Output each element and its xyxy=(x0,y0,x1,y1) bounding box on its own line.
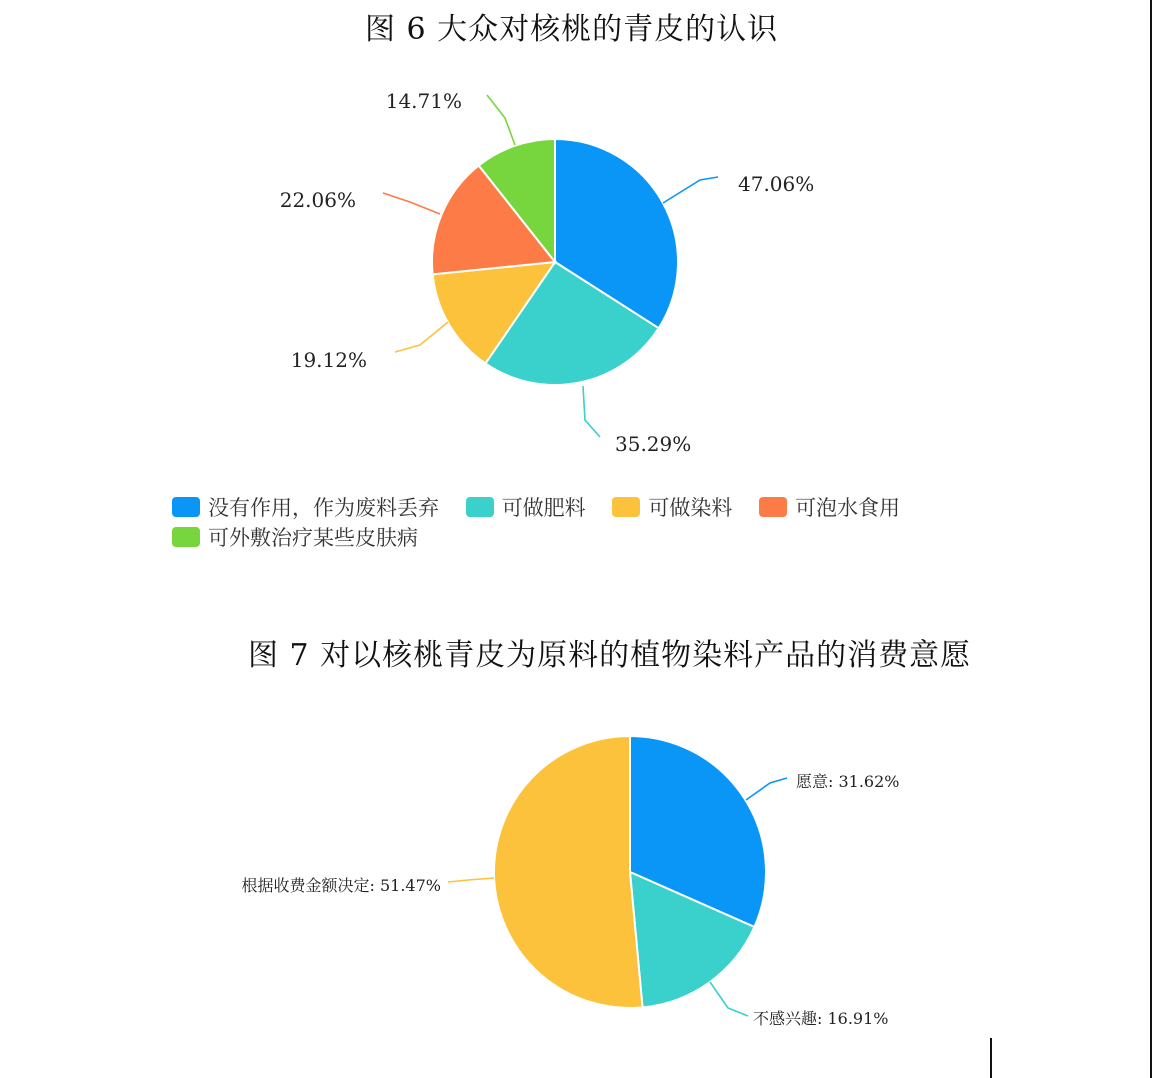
legend-item[interactable] xyxy=(466,492,586,522)
label-leader-line xyxy=(710,982,748,1016)
label-leader-line xyxy=(746,778,787,800)
legend-swatch xyxy=(759,497,787,517)
figure-7-title: 图 7 对以核桃青皮为原料的植物染料产品的消费意愿 xyxy=(248,638,972,673)
figure-6-title: 图 6 大众对核桃的青皮的认识 xyxy=(365,12,779,47)
legend-label: 可做染料 xyxy=(648,496,733,520)
data-label: 不感兴趣: 16.91% xyxy=(753,1009,889,1028)
data-label: 14.71% xyxy=(385,89,462,113)
legend-label: 可外敷治疗某些皮肤病 xyxy=(208,526,418,550)
legend-label: 可泡水食用 xyxy=(795,496,901,520)
legend-swatch xyxy=(612,497,640,517)
legend-swatch xyxy=(172,497,200,517)
legend-swatch xyxy=(466,497,494,517)
legend-item[interactable] xyxy=(759,492,900,522)
legend-item[interactable] xyxy=(612,492,732,522)
legend-item[interactable] xyxy=(172,522,418,552)
data-label: 22.06% xyxy=(279,188,356,212)
figure-6-legend xyxy=(172,492,992,552)
legend-swatch xyxy=(172,527,200,547)
pie-slice[interactable] xyxy=(494,736,643,1008)
data-label: 35.29% xyxy=(615,432,692,456)
legend-label: 可做肥料 xyxy=(501,496,586,520)
data-label: 47.06% xyxy=(738,172,815,196)
data-label: 愿意: 31.62% xyxy=(796,772,900,791)
label-leader-line xyxy=(448,878,494,882)
legend-label: 没有作用，作为废料丢弃 xyxy=(208,496,439,520)
legend-item[interactable] xyxy=(172,492,439,522)
data-label: 根据收费金额决定: 51.47% xyxy=(241,876,441,895)
data-label: 19.12% xyxy=(290,348,367,372)
